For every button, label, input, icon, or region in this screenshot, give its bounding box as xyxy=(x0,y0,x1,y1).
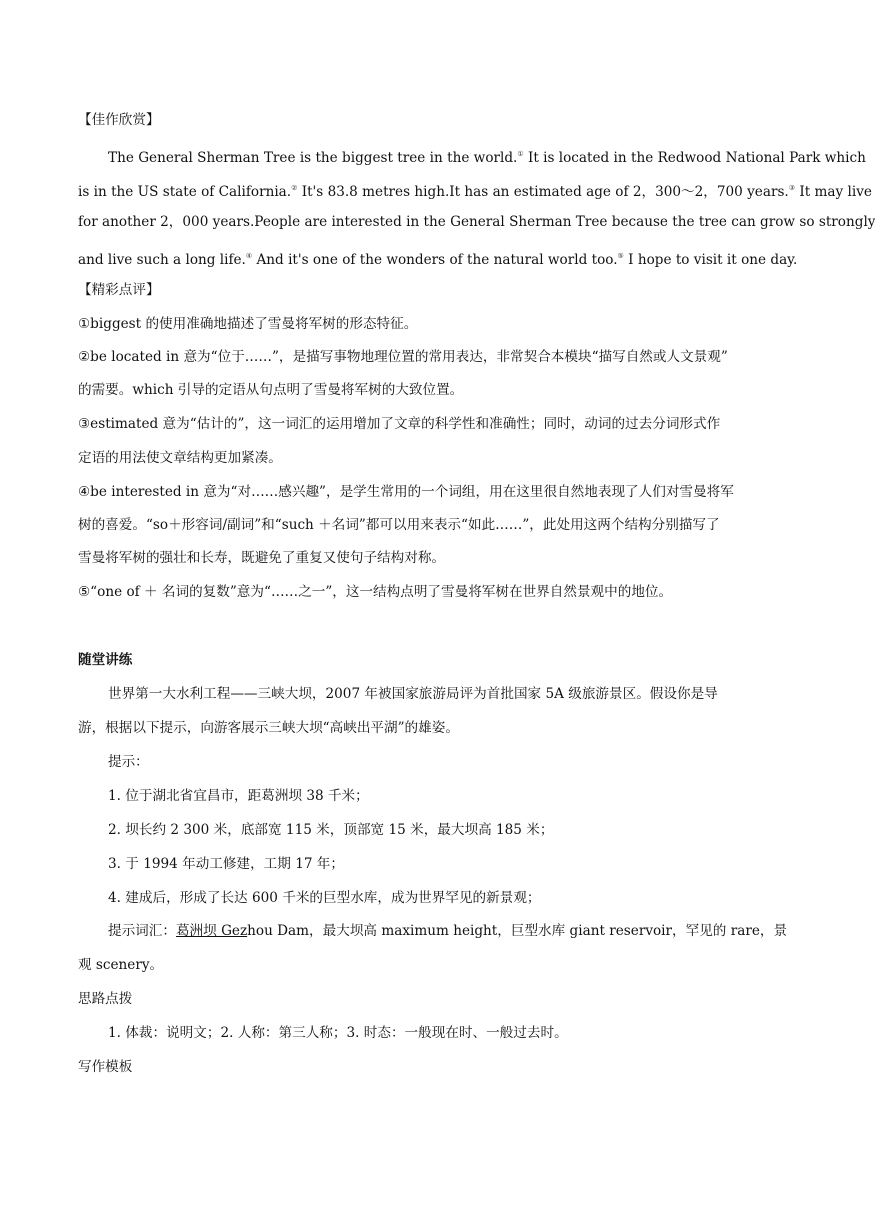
practice-heading: 随堂讲练 xyxy=(78,652,133,668)
note-marker-5: ⑤ xyxy=(617,252,624,260)
essay-line-1: The General Sherman Tree is the biggest tree in the world.① It is located in the Redwood National Park which xyxy=(108,150,866,166)
note-marker-1: ① xyxy=(517,150,524,158)
comment-4-line-2: 树的喜爱。“so＋形容词/副词”和“such ＋名词”都可以用来表示“如此……”，此处用这两个结构分别描写了 xyxy=(78,517,720,533)
comment-2-line-1: ②be located in 意为“位于……”，是描写事物地理位置的常用表达，非常契合本模块“描写自然或人文景观” xyxy=(78,349,728,365)
practice-line-2: 游，根据以下提示，向游客展示三峡大坝“高峡出平湖”的雄姿。 xyxy=(78,720,459,736)
essay-line-4: and live such a long life.④ And it's one of the wonders of the natural world too.⑤ I hope to visit it one day. xyxy=(78,252,798,268)
hint-label: 提示： xyxy=(108,754,149,770)
ideas-text: 1. 体裁：说明文；2. 人称：第三人称；3. 时态：一般现在时、一般过去时。 xyxy=(108,1025,568,1041)
note-marker-2: ② xyxy=(291,184,298,192)
vocab-line-1: 提示词汇：葛洲坝 Gezhou Dam，最大坝高 maximum height，巨型水库 giant reservoir，罕见的 rare，景 xyxy=(108,923,788,939)
hint-3: 3. 于 1994 年动工修建，工期 17 年； xyxy=(108,856,344,872)
hint-1: 1. 位于湖北省宜昌市，距葛洲坝 38 千米； xyxy=(108,788,369,804)
appreciation-heading: 【佳作欣赏】 xyxy=(78,112,160,128)
essay-line-3: for another 2，000 years.People are interested in the General Sherman Tree because the tree can grow so strongly xyxy=(78,214,875,230)
comment-3-line-1: ③estimated 意为“估计的”，这一词汇的运用增加了文章的科学性和准确性；同时，动词的过去分词形式作 xyxy=(78,416,721,432)
comment-4-line-3: 雪曼将军树的强壮和长寿，既避免了重复又使句子结构对称。 xyxy=(78,550,446,566)
hint-2: 2. 坝长约 2 300 米，底部宽 115 米，顶部宽 15 米，最大坝高 185 米； xyxy=(108,822,554,838)
practice-line-1: 世界第一大水利工程——三峡大坝，2007 年被国家旅游局评为首批国家 5A 级旅游景区。假设你是导 xyxy=(108,686,718,702)
ideas-heading: 思路点拨 xyxy=(78,991,133,1007)
comment-heading: 【精彩点评】 xyxy=(78,282,160,298)
essay-line-2: is in the US state of California.② It's 83.8 metres high.It has an estimated age of 2，300～2，700 years.③ It may live xyxy=(78,184,872,200)
comment-1: ①biggest 的使用准确地描述了雪曼将军树的形态特征。 xyxy=(78,316,418,332)
vocab-line-2: 观 scenery。 xyxy=(78,957,164,973)
underlined-term: 葛洲坝 Gez xyxy=(175,923,248,939)
hint-4: 4. 建成后，形成了长达 600 千米的巨型水库，成为世界罕见的新景观； xyxy=(108,890,541,906)
template-heading: 写作模板 xyxy=(78,1059,133,1075)
note-marker-3: ③ xyxy=(788,184,796,192)
comment-5: ⑤“one of ＋ 名词的复数”意为“……之一”，这一结构点明了雪曼将军树在世界自然景观中的地位。 xyxy=(78,584,673,600)
comment-3-line-2: 定语的用法使文章结构更加紧凑。 xyxy=(78,450,282,466)
note-marker-4: ④ xyxy=(245,252,253,260)
comment-2-line-2: 的需要。which 引导的定语从句点明了雪曼将军树的大致位置。 xyxy=(78,382,464,398)
comment-4-line-1: ④be interested in 意为“对……感兴趣”，是学生常用的一个词组，用在这里很自然地表现了人们对雪曼将军 xyxy=(78,484,734,500)
